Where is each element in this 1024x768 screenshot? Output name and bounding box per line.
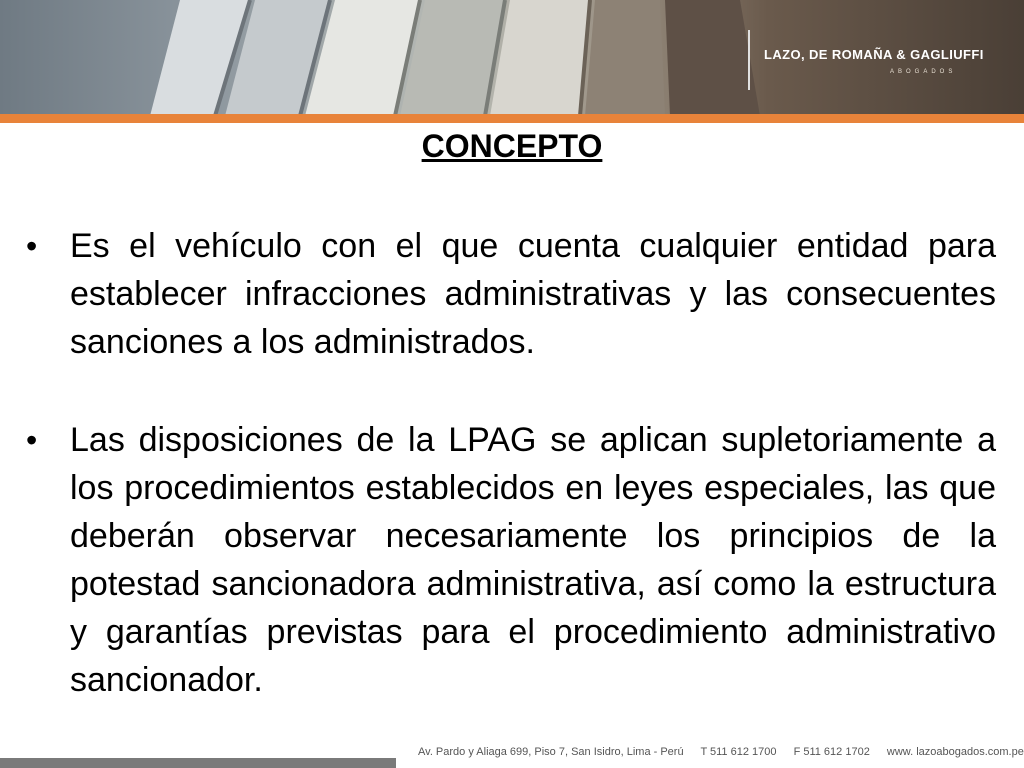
footer-bar	[0, 758, 396, 768]
firm-subtitle: ABOGADOS	[890, 69, 957, 75]
footer-address: Av. Pardo y Aliaga 699, Piso 7, San Isidro, Lima - Perú	[418, 746, 684, 758]
firm-name: LAZO, DE ROMAÑA & GAGLIUFFI	[764, 47, 984, 62]
slide-title: CONCEPTO	[421, 128, 603, 164]
footer-fax: F 511 612 1702	[793, 746, 870, 758]
footer-contact	[418, 746, 1024, 758]
bullet-dot-icon: •	[26, 228, 38, 264]
footer-phone: T 511 612 1700	[700, 746, 777, 758]
bullet-text: Es el vehículo con el que cuenta cualquier entidad para establecer infracciones administrativas y las consecuentes sanciones a los administrados.	[70, 227, 996, 361]
bullet-list	[26, 222, 996, 754]
bullet-dot-icon: •	[26, 422, 38, 458]
bullet-text: Las disposiciones de la LPAG se aplican supletoriamente a los procedimientos establecidos en leyes especiales, las que deberán observar necesariamente los principios de la potestad sancionadora administrativa, así como la estructura y garantías previstas para el procedimiento administrativo sancionador.	[70, 421, 996, 699]
firm-logo	[740, 30, 1010, 100]
accent-bar	[0, 114, 1024, 123]
header-banner	[0, 0, 1024, 116]
bullet-item	[26, 222, 996, 366]
logo-divider	[748, 30, 750, 90]
bullet-item	[26, 416, 996, 704]
footer-website: www. lazoabogados.com.pe	[886, 746, 1024, 758]
